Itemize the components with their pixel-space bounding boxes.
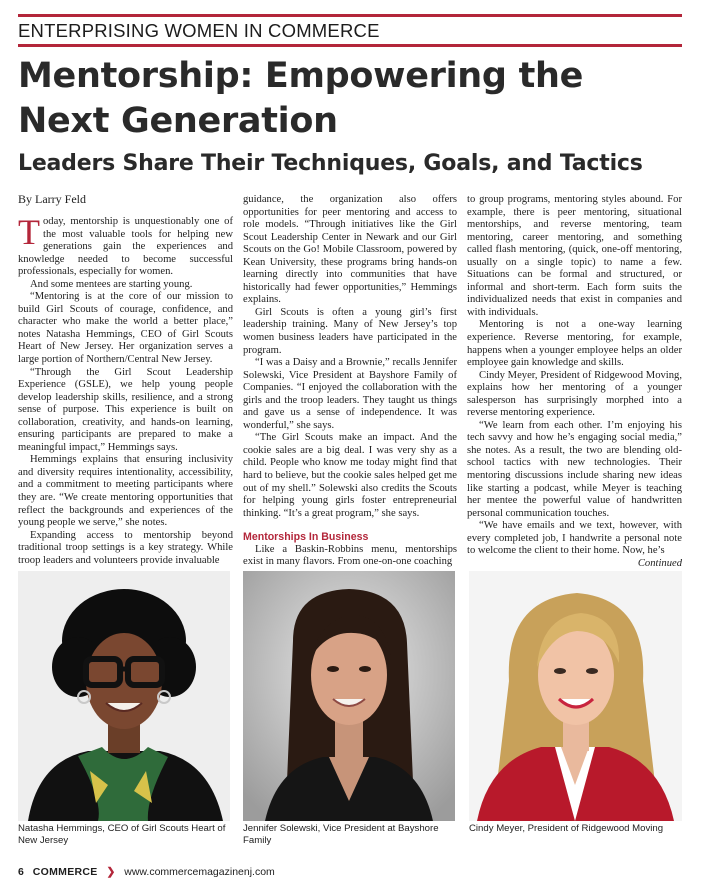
footer-logo-icon: ❯ — [106, 866, 116, 878]
article-paragraph: “I was a Daisy and a Brownie,” recalls Jennifer Solewski, Vice President at Bayshore Family of Companies. “I enjoyed the collaboration with the girls and the troop leaders. They taught us things and gave us a sense of independence. It was wonderful,” she says. — [243, 357, 457, 431]
photo-caption: Cindy Meyer, President of Ridgewood Moving — [469, 823, 664, 834]
article-paragraph: Hemmings explains that ensuring inclusivity and diversity requires intentionality, accessibility, and a commitment to meeting participants where they are. “We create mentoring opportunities that reflect the backgrounds and experiences of the young people we serve,” she notes. — [18, 454, 233, 529]
article-paragraph: Cindy Meyer, President of Ridgewood Moving, explains how her mentoring of a younger salesperson has surprisingly morphed into a reverse mentoring experience. — [467, 369, 682, 419]
article-paragraph: Expanding access to mentorship beyond traditional troop settings is a key strategy. While troop leaders and volunteers provide invaluable — [18, 529, 233, 566]
article-paragraph: to group programs, mentoring styles abound. For example, there is peer mentoring, situational mentorships, and reverse mentoring, team mentoring, career mentoring, and something called flash mentoring, (quick, one-off mentoring, usually on a single topic) to name a few. Situations can be formal and structured, or informal and short-term. Each form suits the individualized needs that exist in companies and with individuals. — [467, 194, 682, 318]
article-paragraph: Today, mentorship is unquestionably one of the most valuable tools for helping new generations gain the experiences and knowledge needed to become successful professionals, especially for women. — [18, 212, 233, 278]
continued-label: Continued — [637, 557, 682, 569]
headline-line-2: Next Generation — [18, 101, 338, 141]
article-column-3 — [467, 194, 682, 570]
portrait-image — [243, 571, 455, 821]
article-paragraph: “We learn from each other. I’m enjoying his tech savvy and how he’s engaging social media,” she notes. As a result, the two are blending old-school tactics with new technologies. Their mentoring discussions include sharing new ideas like starting a podcast, while Meyer is teaching her mentee the powerful value of handwritten personal communication touches. — [467, 419, 682, 519]
subsection-heading: Mentorships In Business — [243, 531, 369, 544]
article-paragraph: “We have emails and we text, however, with every completed job, I handwrite a personal note to welcome the client to their home. Now, he’s — [467, 520, 682, 557]
section-label: ENTERPRISING WOMEN IN COMMERCE — [18, 20, 380, 41]
article-column-2 — [243, 194, 457, 569]
portrait-photo-jennifer-solewski — [243, 571, 455, 821]
headline-line-1: Mentorship: Empowering the — [18, 56, 584, 96]
article-paragraph: “Mentoring is at the core of our mission to build Girl Scouts of courage, confidence, and character who make the world a better place,” notes Natasha Hemmings, CEO of Girl Scouts Heart of New Jersey. Her organization serves a large portion of Northern/Central New Jersey. — [18, 291, 233, 366]
drop-cap: T — [18, 212, 40, 252]
page-footer — [18, 866, 275, 878]
article-paragraph: Mentoring is not a one-way learning experience. Reverse mentoring, for example, happens when a younger employee helps an older employee gain knowledge and skills. — [467, 319, 682, 369]
article-paragraph: guidance, the organization also offers opportunities for peer mentoring and access to role models. “Through initiatives like the Girl Scout Leadership Center in Newark and our Girl Scouts on the Go! Mobile Classroom, powered by Kean University, these programs bring hands-on learning directly into communities that have historically had fewer opportunities,” Hemmings explains. — [243, 194, 457, 306]
magazine-name: COMMERCE — [32, 866, 98, 878]
subheadline: Leaders Share Their Techniques, Goals, and Tactics — [18, 151, 643, 176]
section-rule — [18, 44, 682, 47]
portrait-photo-cindy-meyer — [469, 571, 682, 821]
portrait-image — [469, 571, 682, 821]
article-paragraph: “Through the Girl Scout Leadership Experience (GSLE), we help young people develop leadership skills, resilience, and a strong sense of purpose. This experience is built on collaboration, creativity, and hands-on learning, ensuring participants are prepared to make a meaningful impact,” Hemmings says. — [18, 366, 233, 453]
byline: By Larry Feld — [18, 192, 86, 206]
magazine-url[interactable]: www.commercemagazinenj.com — [124, 866, 275, 878]
portrait-photo-natasha-hemmings — [18, 571, 230, 821]
portrait-image — [18, 571, 230, 821]
article-paragraph: Girl Scouts is often a young girl’s first leadership training. Many of New Jersey’s top women business leaders have participated in the program. — [243, 306, 457, 356]
article-column-1 — [18, 212, 233, 567]
top-rule — [18, 14, 682, 17]
article-paragraph: And some mentees are starting young. — [30, 278, 193, 290]
photo-caption: Jennifer Solewski, Vice President at Bayshore Family — [243, 823, 439, 846]
article-paragraph: “The Girl Scouts make an impact. And the cookie sales are a big deal. I was very shy as a child. People who know me today might find that hard to believe, but the cookie sales helped get me out of my shell.” Solewski also credits the Scouts for helping young girls foster entrepreneurial thinking. “It’s a great program,” she says. — [243, 432, 457, 519]
headline — [18, 54, 688, 144]
photo-caption: Natasha Hemmings, CEO of Girl Scouts Heart of New Jersey — [18, 823, 226, 846]
article-paragraph: Like a Baskin-Robbins menu, mentorships exist in many flavors. From one-on-one coaching — [243, 543, 457, 568]
page-number: 6 — [18, 866, 24, 878]
